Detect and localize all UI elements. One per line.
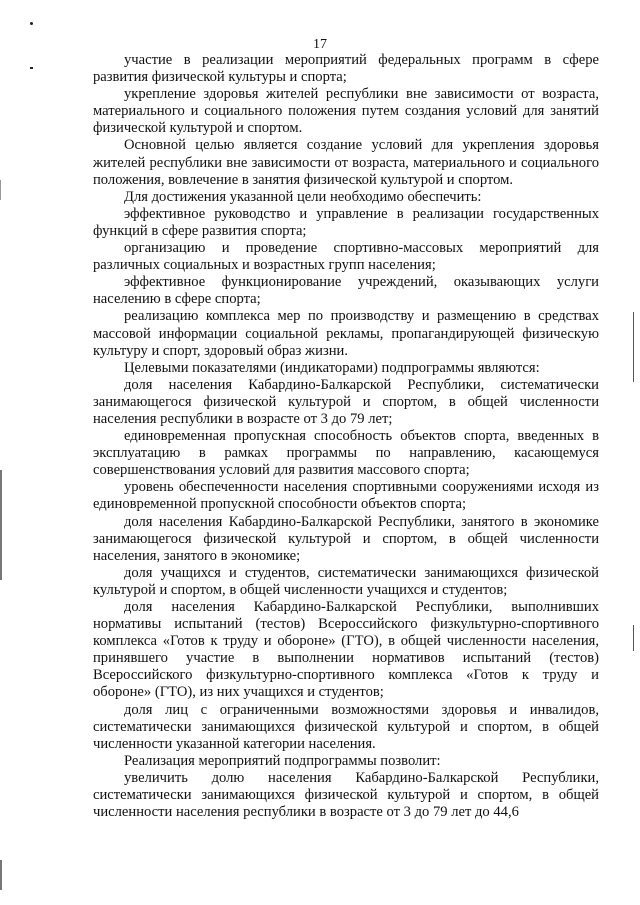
paragraph: единовременная пропускная способность объектов спорта, введенных в эксплуатацию в рамках программы по направлению, касающемуся совершенствования условий для развития массового спорта; bbox=[93, 428, 599, 479]
paragraph: доля лиц с ограниченными возможностями здоровья и инвалидов, систематически занимающихся физической культурой и спортом, в общей численности указанной категории населения. bbox=[93, 701, 599, 752]
paragraph: эффективное функционирование учреждений, оказывающих услуги населению в сфере спорта; bbox=[93, 274, 599, 308]
paragraph: увеличить долю населения Кабардино-Балкарской Республики, систематически занимающихся физической культурой и спортом, в общей численности населения республики в возрасте от 3 до 79 лет до 44,6 bbox=[93, 769, 599, 821]
paragraph: доля учащихся и студентов, систематически занимающихся физической культурой и спортом, в общей численности учащихся и студентов; bbox=[93, 564, 599, 598]
paragraph: доля населения Кабардино-Балкарской Республики, систематически занимающегося физической культурой и спортом, в общей численности населения республики в возрасте от 3 до 79 лет; bbox=[93, 376, 599, 427]
scan-artifact bbox=[30, 67, 33, 69]
paragraph: организацию и проведение спортивно-массовых мероприятий для различных социальных и возрастных групп населения; bbox=[93, 240, 599, 274]
paragraph: эффективное руководство и управление в реализации государственных функций в сфере развития спорта; bbox=[93, 205, 599, 239]
paragraph: Для достижения указанной цели необходимо обеспечить: bbox=[124, 188, 482, 205]
scan-artifact bbox=[30, 22, 33, 25]
document-body bbox=[93, 52, 599, 821]
scan-artifact bbox=[633, 312, 634, 382]
paragraph: реализацию комплекса мер по производству и размещению в средствах массовой информации социальной рекламы, пропагандирующей физическую культуру и спорт, здоровый образ жизни. bbox=[93, 308, 599, 359]
scan-artifact bbox=[0, 860, 2, 890]
paragraph: участие в реализации мероприятий федеральных программ в сфере развития физической культуры и спорта; bbox=[93, 52, 599, 86]
paragraph: доля населения Кабардино-Балкарской Республики, выполнивших нормативы испытаний (тестов) Всероссийского физкультурно-спортивного комплекса «Готов к труду и обороне» (ГТО), в общей численности населения, принявшего участие в выполнении нормативов испытаний (тестов) Всероссийского физкультурно-спортивного комплекса «Готов к труду и обороне» (ГТО), из них учащихся и студентов; bbox=[93, 599, 599, 701]
page-number: 17 bbox=[313, 37, 327, 52]
scan-artifact bbox=[633, 625, 634, 651]
paragraph: уровень обеспеченности населения спортивными сооружениями исходя из единовременной пропускной способности объектов спорта; bbox=[93, 479, 599, 513]
paragraph: укрепление здоровья жителей республики вне зависимости от возраста, материального и социального положения путем создания условий для занятий физической культурой и спортом. bbox=[93, 86, 599, 137]
paragraph: Реализация мероприятий подпрограммы позволит: bbox=[124, 752, 441, 769]
paragraph: Основной целью является создание условий для укрепления здоровья жителей республики вне зависимости от возраста, материального и социального положения, вовлечение в занятия физической культурой и спортом. bbox=[93, 137, 599, 188]
paragraph: Целевыми показателями (индикаторами) подпрограммы являются: bbox=[124, 359, 540, 376]
scan-artifact bbox=[0, 180, 1, 200]
scan-artifact bbox=[0, 470, 2, 580]
paragraph: доля населения Кабардино-Балкарской Республики, занятого в экономике занимающегося физической культурой и спортом, в общей численности населения, занятого в экономике; bbox=[93, 513, 599, 564]
